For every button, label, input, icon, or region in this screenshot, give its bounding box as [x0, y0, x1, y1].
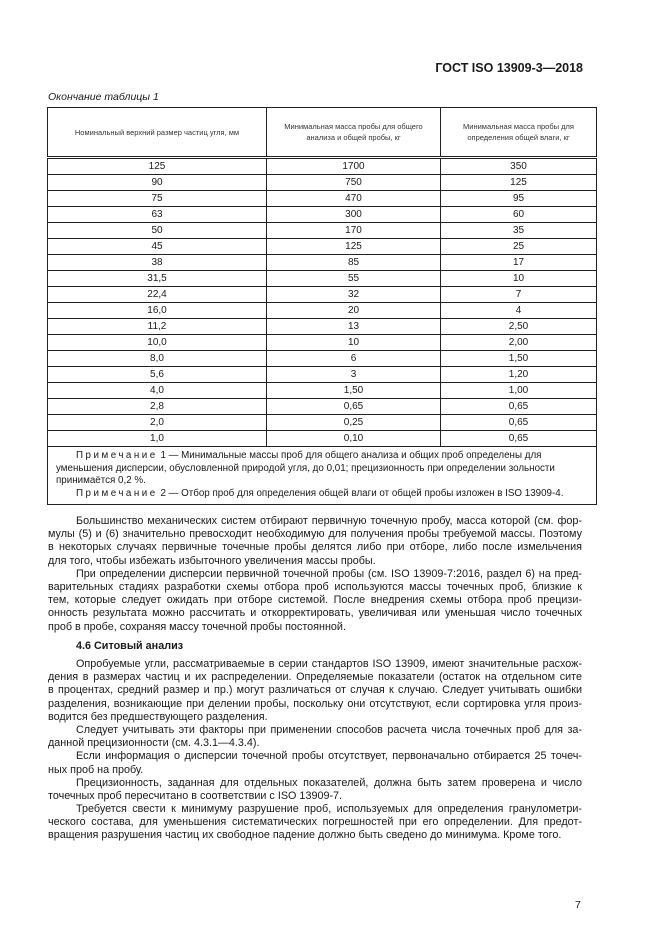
table-cell: 0,65 [441, 399, 597, 415]
paragraph-line: в некоторых случаях первичные точечные пробы делятся либо при отборе, либо после измельчения [48, 541, 582, 554]
table-cell: 55 [267, 271, 441, 287]
table-cell: 350 [441, 158, 597, 175]
table-cell: 10 [267, 335, 441, 351]
table-cell: 5,6 [48, 367, 267, 383]
table-cell: 10 [441, 271, 597, 287]
table-cell: 7 [441, 287, 597, 303]
table-cell: 1,0 [48, 431, 267, 447]
paragraph-line: для того, чтобы избежать избыточного увеличения массы пробы. [48, 554, 376, 567]
table-cell: 75 [48, 191, 267, 207]
column-header: Минимальная масса пробы для определения общей влаги, кг [441, 108, 597, 158]
table-notes [48, 447, 597, 505]
paragraph-line: Следует учитывать эти факторы при применении способов расчета числа точечных проб для за- [76, 723, 582, 736]
table-row [48, 351, 597, 367]
table-cell: 16,0 [48, 303, 267, 319]
table-row [48, 319, 597, 335]
table-caption: Окончание таблицы 1 [48, 91, 159, 103]
table-cell: 1,50 [267, 383, 441, 399]
paragraph-line: разделения, возникающие при делении пробы, поскольку они отсутствуют, если сортировка угля произ- [48, 697, 582, 710]
table-cell: 170 [267, 223, 441, 239]
table-cell: 125 [441, 175, 597, 191]
table-cell: 125 [48, 158, 267, 175]
table-cell: 22,4 [48, 287, 267, 303]
table-row [48, 271, 597, 287]
paragraph-line: дения в размерах частиц и их распределении. Определяемые показатели (остаток на отдельном сите [48, 671, 582, 684]
column-header: Номинальный верхний размер частиц угля, мм [48, 108, 267, 158]
table-cell: 85 [267, 255, 441, 271]
table-cell: 4 [441, 303, 597, 319]
table-cell: 1,00 [441, 383, 597, 399]
table-row [48, 415, 597, 431]
table-row [48, 255, 597, 271]
table-row [48, 383, 597, 399]
paragraph-line: Если информация о дисперсии точечной пробы отсутствует, первоначально отбирается 25 точеч- [76, 750, 582, 763]
table-cell: 11,2 [48, 319, 267, 335]
sample-mass-table [47, 107, 597, 505]
table-row [48, 303, 597, 319]
paragraph-line: ческого состава, для уменьшения систематических погрешностей при его определении. Для предот- [48, 816, 582, 829]
table-cell: 0,25 [267, 415, 441, 431]
paragraph-line: точечных проб пересчитано в соответствии с ISO 13909-7. [48, 789, 343, 802]
table-cell: 1700 [267, 158, 441, 175]
table-cell: 50 [48, 223, 267, 239]
table-cell: 125 [267, 239, 441, 255]
note-2: Примечание 2 — Отбор проб для определения общей влаги от общей пробы изложен в ISO 13909-4. [76, 487, 564, 499]
table-cell: 13 [267, 319, 441, 335]
table-cell: 2,50 [441, 319, 597, 335]
table-cell: 32 [267, 287, 441, 303]
table-cell: 35 [441, 223, 597, 239]
paragraph-line: водится без предшествующего разделения. [48, 710, 268, 723]
paragraph-line: данной прецизионности (см. 4.3.1—4.3.4). [48, 737, 260, 750]
table-cell: 0,65 [441, 431, 597, 447]
table-cell: 25 [441, 239, 597, 255]
table-cell: 3 [267, 367, 441, 383]
paragraph-line: Большинство механических систем отбирают первичную точечную пробу, масса которой (см. фор- [76, 515, 582, 527]
paragraph-line: онность результата можно рассчитать и откорректировать, увеличивая или уменьшая число точечных [48, 607, 582, 620]
paragraph-line: Опробуемые угли, рассматриваемые в серии стандартов ISO 13909, имеют значительные расхож- [76, 658, 582, 670]
paragraph-line: проб в пробе, сохраняя массу точечной пробы постоянной. [48, 620, 346, 633]
table-cell: 470 [267, 191, 441, 207]
paragraph-line: в процентах, средний размер и пр.) могут различаться от случая к случаю. Следует учитывать ошибки [48, 684, 582, 697]
column-header: Минимальная масса пробы для общего анализа и общей пробы, кг [267, 108, 441, 158]
paragraph-line: мулы (5) и (6) значительно превосходит необходимую для получения пробы требуемой массы. Поэтому [48, 528, 582, 541]
table-cell: 750 [267, 175, 441, 191]
table-row [48, 431, 597, 447]
table-cell: 17 [441, 255, 597, 271]
table-cell: 2,0 [48, 415, 267, 431]
page-number: 7 [575, 899, 581, 911]
table-row [48, 207, 597, 223]
table-cell: 63 [48, 207, 267, 223]
table-row [48, 175, 597, 191]
paragraph-line: При определении дисперсии первичной точечной пробы (см. ISO 13909-7:2016, раздел 6) на пред- [76, 567, 582, 580]
table-cell: 90 [48, 175, 267, 191]
note-1: Примечание 1 — Минимальные массы проб для общего анализа и общих проб определены для уменьшения дисперсии, обусловленной природой угля, до 0,01; прецизионность при определении зольности принимаётся 0,2 %. [56, 450, 555, 486]
paragraph-line: вращения разрушения частиц их свободное падение должно быть сведено до минимума. Кроме того. [48, 829, 562, 842]
table-cell: 2,00 [441, 335, 597, 351]
table-cell: 95 [441, 191, 597, 207]
table-row [48, 335, 597, 351]
table-cell: 1,50 [441, 351, 597, 367]
table-cell: 10,0 [48, 335, 267, 351]
table-cell: 0,10 [267, 431, 441, 447]
paragraph-line: Прецизионность, заданная для отдельных показателей, должна быть затем проверена и число [76, 776, 582, 789]
section-title: 4.6 Ситовый анализ [76, 640, 184, 652]
table-cell: 8,0 [48, 351, 267, 367]
paragraph-line: Требуется свести к минимуму разрушение проб, используемых для определения гранулометри- [76, 803, 582, 816]
table-cell: 1,20 [441, 367, 597, 383]
paragraph-line: тем, которые следует ожидать при отборе системой. После внедрения схемы отбора проб прецизи- [48, 594, 582, 607]
table-cell: 38 [48, 255, 267, 271]
table-row [48, 367, 597, 383]
table-cell: 300 [267, 207, 441, 223]
table-cell: 20 [267, 303, 441, 319]
body-text-top [48, 515, 582, 634]
table-cell: 2,8 [48, 399, 267, 415]
table-cell: 4,0 [48, 383, 267, 399]
table-row [48, 158, 597, 175]
table-cell: 6 [267, 351, 441, 367]
table-cell: 0,65 [441, 415, 597, 431]
table-row [48, 191, 597, 207]
document-header: ГОСТ ISO 13909-3—2018 [435, 61, 583, 75]
table-cell: 0,65 [267, 399, 441, 415]
table-row [48, 239, 597, 255]
paragraph-line: варительных стадиях разработки схемы отбора проб используются массы точечных проб, близкие к [48, 580, 582, 593]
paragraph-line: ных проб на пробу. [48, 763, 144, 776]
table-row [48, 287, 597, 303]
table-row [48, 223, 597, 239]
section-4-6 [48, 638, 582, 843]
notes-cell [48, 447, 597, 505]
table-cell: 31,5 [48, 271, 267, 287]
table-cell: 60 [441, 207, 597, 223]
table-cell: 45 [48, 239, 267, 255]
table-row [48, 399, 597, 415]
